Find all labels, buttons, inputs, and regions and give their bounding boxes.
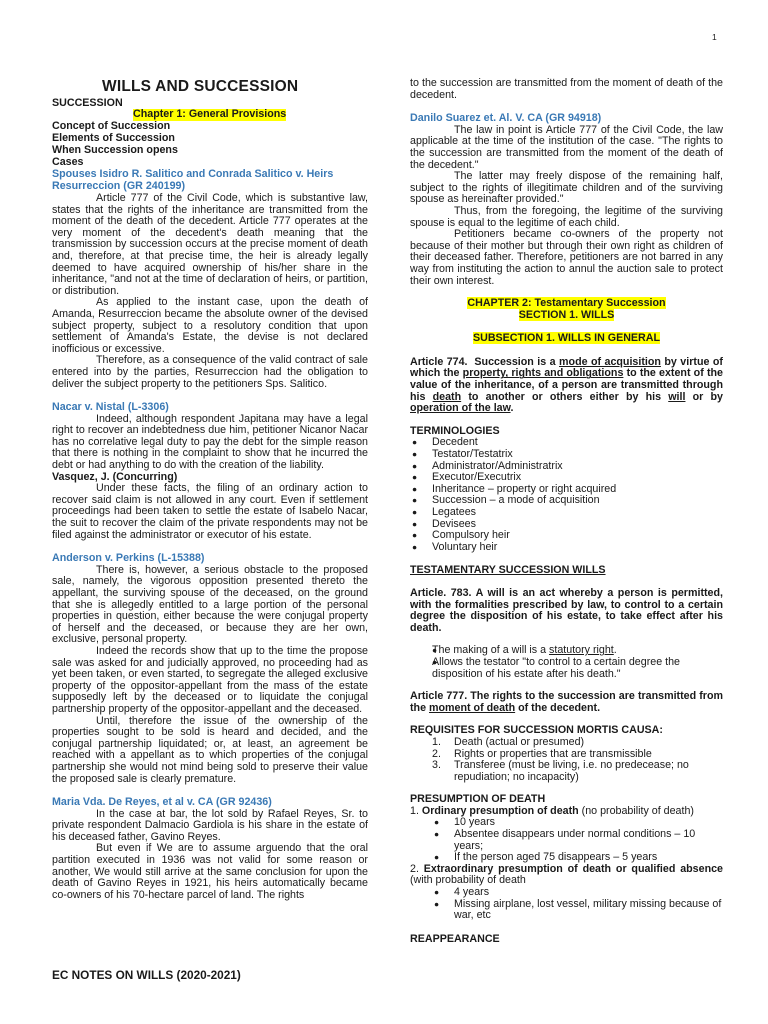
article-774-text-e: or by	[692, 390, 723, 403]
ordinary-presumption-note: (no probability of death)	[581, 804, 694, 817]
case-nacar-paragraph-2: Under these facts, the filing of an ordinary action to recover said claim is not allowed in any court. Even if settlement proceedings had been taken to settle the estate of Isabelo Nacar, the suit to recover the claim of the private respondents may not be filed against the administrator or executor of his estate.	[52, 482, 368, 541]
ordinary-presumption-number: 1.	[410, 804, 419, 817]
article-774-text-a: Succession is a	[474, 355, 556, 368]
requisite-number: 2.	[432, 747, 441, 760]
when-succession-opens: When Succession opens	[52, 144, 178, 156]
case-salitico-paragraph-3: Therefore, as a consequence of the valid contract of sale entered into by the parties, Resurreccion had the obligation to deliver the subject property to the petitioners Sps. Salitico.	[52, 354, 368, 390]
section-1-heading: SECTION 1. WILLS	[518, 308, 615, 321]
article-774-mode-of-acquisition: mode of acquisition	[559, 355, 661, 368]
article-777-text-b: of the decedent.	[518, 701, 601, 714]
document-title: WILLS AND SUCCESSION	[102, 78, 299, 95]
case-suarez-paragraph-3: Thus, from the foregoing, the legitime of the surviving spouse is equal to the legitime of each child.	[410, 204, 723, 229]
requisite-text: Transferee (must be living, i.e. no predecease; no repudiation; no incapacity)	[454, 759, 689, 783]
article-774-label: Article 774.	[410, 355, 468, 368]
case-title-nacar: Nacar v. Nistal (L-3306)	[52, 401, 169, 414]
ordinary-presumption-item: ● 10 years	[410, 817, 723, 829]
chapter-1-heading: Chapter 1: General Provisions	[133, 108, 287, 120]
subsection-1-heading: SUBSECTION 1. WILLS IN GENERAL	[472, 332, 661, 345]
article-783: Article. 783. A will is an act whereby a person is permitted, with the formalities prescribed by law, to control to a certain degree the disposition of his estate, to take effect after his death.	[410, 586, 723, 634]
requisite-text: Rights or properties that are transmissible	[454, 747, 652, 760]
case-title-anderson: Anderson v. Perkins (L-15388)	[52, 552, 205, 565]
case-suarez-paragraph-4: Petitioners became co-owners of the property not because of their mother but through their own right as children of their deceased father. Therefore, petitioners are not barred in any way from instituting the action to annul the auction sale to protect their own interest.	[410, 228, 723, 287]
ordinary-presumption-list	[410, 817, 723, 863]
requisite-item	[410, 760, 723, 783]
succession-heading: SUCCESSION	[52, 97, 123, 109]
extraordinary-presumption-note: (with probability of death	[410, 874, 526, 887]
case-suarez-paragraph-1: The law in point is Article 777 of the Civil Code, the law applicable at the time of the institution of the case. "The rights to the succession are transmitted from the moment of the death of the decedent."	[410, 123, 723, 171]
ordinary-presumption-item: ● Absentee disappears under normal conditions – 10 years;	[410, 829, 723, 852]
article-774-operation-of-law: operation of the law	[410, 402, 511, 415]
left-column	[52, 78, 368, 901]
continued-text: to the succession are transmitted from the moment of death of the decedent.	[410, 77, 723, 101]
cases-heading: Cases	[52, 156, 84, 168]
will-bullet-1-period: .	[613, 644, 617, 657]
extraordinary-presumption-title: Extraordinary presumption of death or qualified absence	[423, 862, 723, 875]
will-bullet-2-text: Allows the testator "to control to a certain degree the disposition of his estate after his death."	[432, 655, 680, 680]
presumption-of-death-heading: PRESUMPTION OF DEATH	[410, 793, 546, 806]
requisite-text: Death (actual or presumed)	[454, 735, 585, 748]
will-bullet-1-text: The making of a will is a	[432, 644, 547, 657]
case-anderson-paragraph-1: There is, however, a serious obstacle to the proposed sale, namely, the vigorous opposition presented thereto the appellant, the surviving spouse of the deceased, on the ground that she is allegedly entitled to a large portion of the personal properties in question, either because the were conjugal property of herself and the deceased, or because they are her own, exclusive, personal property.	[52, 563, 368, 646]
case-salitico-paragraph-1: Article 777 of the Civil Code, which is substantive law, states that the rights of the inheritance are transmitted from the moment of the death of the decedent. Article 777 operates at the very moment of the decedent's death meaning that the transmission by succession occurs at the precise moment of death and, therefore, at that precise time, the heir is already legally deemed to have acquired ownership of his/her share in the inheritance, "and not at the time of declaration of heirs, or partition, or distribution.	[52, 192, 368, 297]
terminology-item: ● Legatees	[410, 507, 723, 519]
ordinary-presumption-item: ● If the person aged 75 disappears – 5 years	[410, 852, 723, 864]
requisites-heading: REQUISITES FOR SUCCESSION MORTIS CAUSA:	[410, 724, 663, 737]
extraordinary-presumption	[410, 864, 723, 887]
case-suarez-paragraph-2: The latter may freely dispose of the remaining half, subject to the rights of illegitimate children and of the surviving spouse as hereinafter provided."	[410, 170, 723, 206]
case-title-suarez: Danilo Suarez et. Al. V. CA (GR 94918)	[410, 112, 602, 125]
article-774	[410, 357, 723, 415]
case-anderson-paragraph-3: Until, therefore the issue of the ownership of the properties sought to be sold is heard and decided, and the conjugal partnership liquidated; or, at least, an agreement be reached with a appellant as to which properties of the conjugal partnership she would not mind being sold to preserve their value the proposed sale is clearly premature.	[52, 714, 368, 785]
terminology-item: ● Inheritance – property or right acquired	[410, 484, 723, 496]
article-774-will: will	[668, 390, 686, 403]
terminology-item: ● Testator/Testatrix	[410, 449, 723, 461]
requisite-number: 1.	[432, 735, 441, 748]
elements-of-succession: Elements of Succession	[52, 132, 175, 144]
terminology-item: ● Succession – a mode of acquisition	[410, 495, 723, 507]
ordinary-presumption-title: Ordinary presumption of death	[421, 804, 579, 817]
article-777	[410, 691, 723, 714]
case-title-reyes: Maria Vda. De Reyes, et al v. CA (GR 92436)	[52, 796, 272, 809]
terminology-item: ● Voluntary heir	[410, 542, 723, 554]
article-774-property-rights: property, rights and obligations	[462, 367, 624, 380]
right-column	[410, 78, 723, 945]
article-774-text-c: to the extent of the value of the inheritance, of a person are transmitted through his	[410, 367, 723, 403]
terminology-item: ● Executor/Executrix	[410, 472, 723, 484]
extraordinary-presumption-number: 2.	[410, 862, 419, 875]
article-774-text-d: to another or others either by his	[468, 390, 662, 403]
case-reyes-paragraph-1: In the case at bar, the lot sold by Rafael Reyes, Sr. to private respondent Dalmacio Gardiola is his share in the estate of his deceased father, Gavino Reyes.	[52, 807, 368, 843]
concept-of-succession: Concept of Succession	[52, 120, 171, 132]
outline-block	[52, 97, 368, 192]
article-774-text-b: by virtue of which the	[410, 355, 723, 380]
requisites-list	[410, 737, 723, 783]
terminologies-heading: TERMINOLOGIES	[410, 424, 500, 437]
requisite-number: 3.	[432, 759, 441, 772]
terminology-item: ● Decedent	[410, 437, 723, 449]
extraordinary-presumption-list	[410, 887, 723, 922]
extraordinary-presumption-item: ● Missing airplane, lost vessel, military missing because of war, etc	[410, 899, 723, 922]
article-777-text-a: Article 777. The rights to the succession are transmitted from the	[410, 690, 723, 714]
case-nacar-paragraph-1: Indeed, although respondent Japitana may have a legal right to recover an indebtedness due him, petitioner Nicanor Nacar has no correlative legal duty to pay the debt for the simple reason that there is nothing in the complaint to show that he incurred the debt or had anything to do with the creation of the liability.	[52, 412, 368, 472]
case-salitico-paragraph-2: As applied to the instant case, upon the death of Amanda, Resurreccion became the absolute owner of the devised subject property, subject to a resolutory condition that upon settlement of Amanda's Estate, the devise is not declared inofficious or excessive.	[52, 296, 368, 355]
article-777-moment-of-death: moment of death	[429, 701, 516, 714]
case-nacar-concurring: Vasquez, J. (Concurring)	[52, 470, 178, 483]
page-number: 1	[712, 32, 717, 42]
will-bullet-1-statutory-right: statutory right	[549, 644, 614, 657]
article-774-death: death	[432, 390, 462, 403]
terminology-item: ● Administrator/Administratrix	[410, 461, 723, 473]
case-reyes-paragraph-2: But even if We are to assume arguendo that the oral partition executed in 1936 was not valid for some reason or another, We would still arrive at the same conclusion for upon the death of Gavino Reyes in 1921, his heirs automatically became co-owners of his 70-hectare parcel of land. The rights	[52, 842, 368, 901]
reappearance-heading: REAPPEARANCE	[410, 932, 500, 945]
extraordinary-presumption-item: ● 4 years	[410, 887, 723, 899]
terminology-item: ● Compulsory heir	[410, 530, 723, 542]
chapter-2-heading: CHAPTER 2: Testamentary Succession	[467, 297, 666, 310]
will-bullet-control	[410, 657, 723, 680]
footer-title: EC NOTES ON WILLS (2020-2021)	[52, 968, 241, 982]
case-anderson-paragraph-2: Indeed the records show that up to the time the propose sale was asked for and judicially approved, no proceeding had as yet been taken, or even started, to segregate the alleged exclusive property of the oppositor-appellant from the mass of the estate supposedly left by the deceased or to liquidate the conjugal partnership property of the oppositor-appellant and the deceased.	[52, 644, 368, 715]
will-bullets	[410, 645, 723, 680]
terminology-item: ● Devisees	[410, 519, 723, 531]
terminologies-list	[410, 437, 723, 553]
article-774-period: .	[510, 402, 514, 415]
testamentary-succession-wills-heading: TESTAMENTARY SUCCESSION WILLS	[410, 564, 606, 577]
case-title-salitico: Spouses Isidro R. Salitico and Conrada Salitico v. Heirs Resurreccion (GR 240199)	[52, 168, 334, 192]
